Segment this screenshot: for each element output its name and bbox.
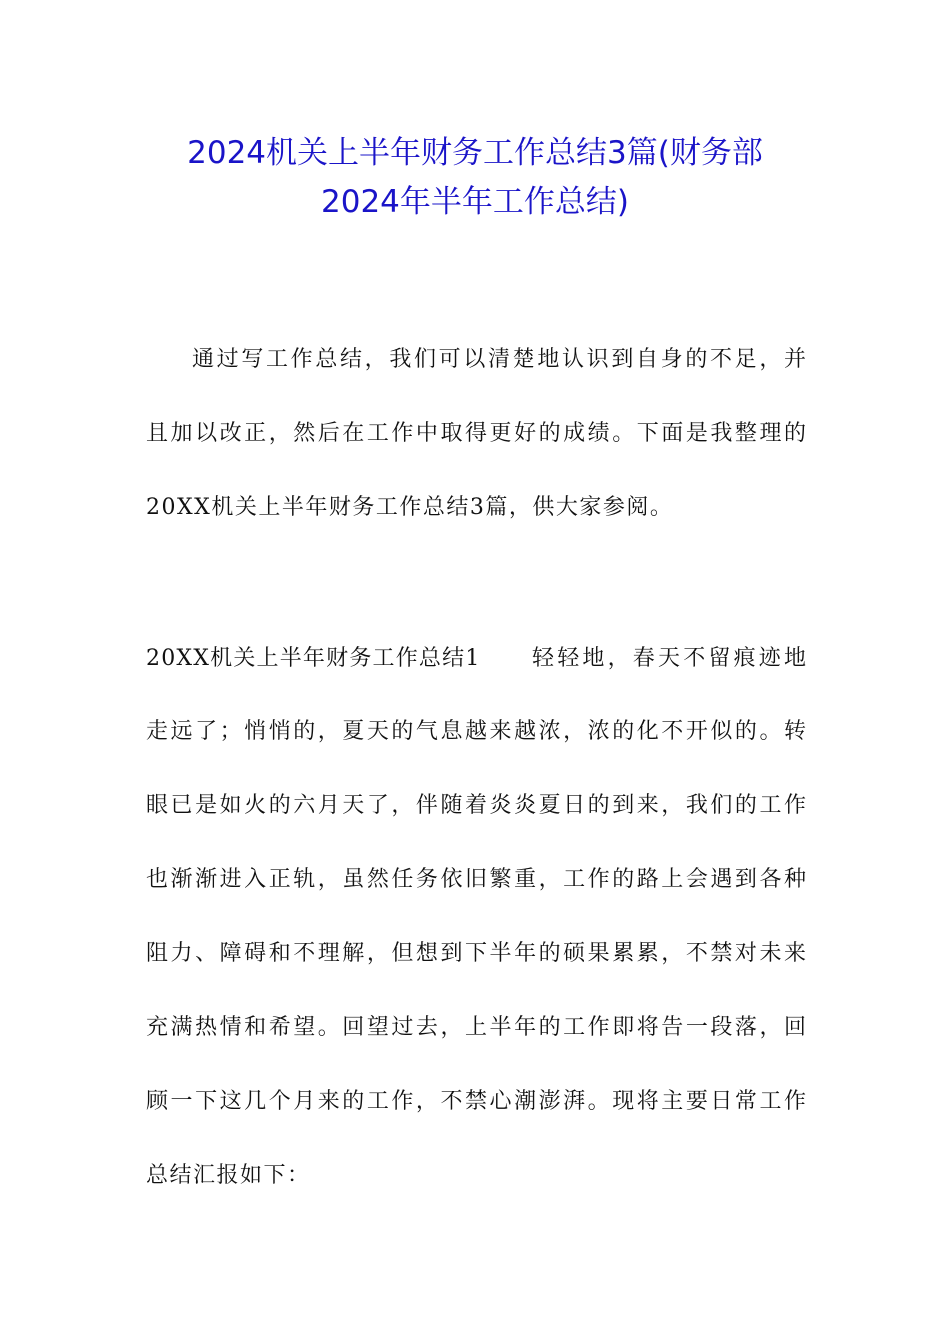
section-heading: 20XX机关上半年财务工作总结1 (146, 646, 481, 671)
section-paragraph-line: 总结汇报如下： (146, 1163, 311, 1188)
intro-paragraph-line: 通过写工作总结，我们可以清楚地认识到自身的不足，并 (192, 347, 806, 372)
section-heading-row (146, 643, 806, 675)
section-paragraph-line: 走远了；悄悄的，夏天的气息越来越浓，浓的化不开似的。转 (146, 719, 806, 744)
section-paragraph-line: 眼已是如火的六月天了，伴随着炎炎夏日的到来，我们的工作 (146, 793, 806, 818)
intro-paragraph-line: 20XX机关上半年财务工作总结3篇，供大家参阅。 (146, 495, 674, 520)
section-paragraph-line: 充满热情和希望。回望过去，上半年的工作即将告一段落，回 (146, 1015, 806, 1040)
intro-paragraph-line: 且加以改正，然后在工作中取得更好的成绩。下面是我整理的 (146, 421, 806, 446)
document-title-line-2: 2024年半年工作总结) (321, 184, 629, 220)
section-first-text: 轻轻地，春天不留痕迹地 (532, 646, 806, 671)
section-paragraph-line: 阻力、障碍和不理解，但想到下半年的硕果累累，不禁对未来 (146, 941, 806, 966)
section-paragraph-line: 顾一下这几个月来的工作，不禁心潮澎湃。现将主要日常工作 (146, 1089, 806, 1114)
section-paragraph-line: 也渐渐进入正轨，虽然任务依旧繁重，工作的路上会遇到各种 (146, 867, 806, 892)
document-title-line-1: 2024机关上半年财务工作总结3篇(财务部 (187, 135, 763, 171)
